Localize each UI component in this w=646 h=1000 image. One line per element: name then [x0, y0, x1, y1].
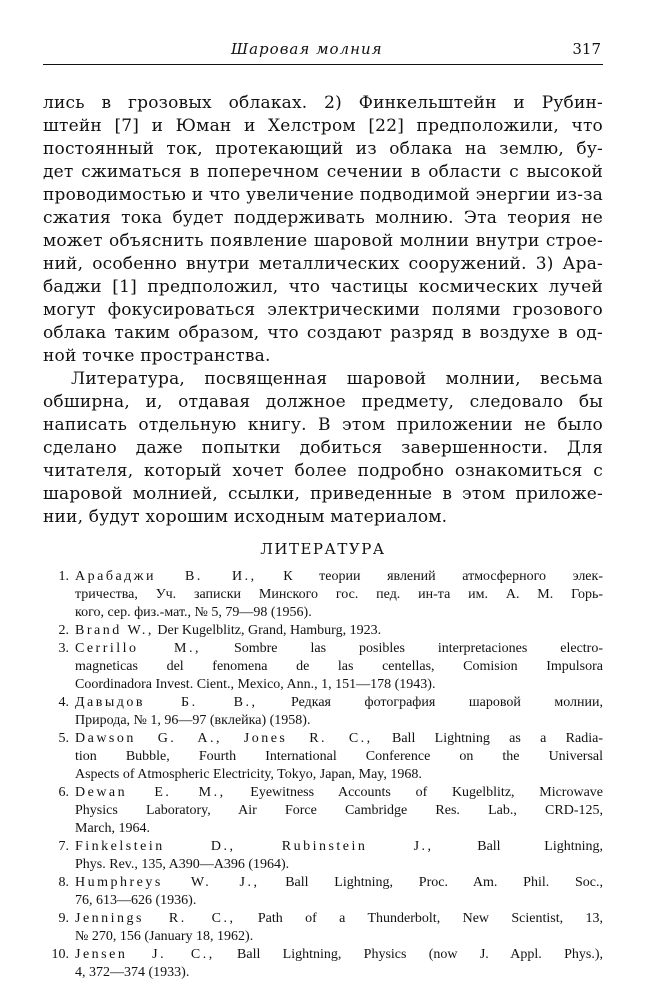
page-header: [43, 36, 603, 68]
reference-line: 4, 372—374 (1933).: [75, 965, 190, 980]
reference-line: кого, сер. физ.-мат., № 5, 79—98 (1956).: [75, 605, 312, 620]
reference-number: 9.: [58, 911, 69, 926]
reference-author: Давыдов Б. В.,: [75, 695, 258, 710]
text-line: ний, особенно внутри металлических сооружений. 3) Ара-: [43, 254, 603, 274]
reference-item: [43, 694, 603, 730]
body-text: [43, 92, 603, 529]
text-line: шаровой молнией, ссылки, приведенные в этом приложе-: [43, 484, 603, 504]
text-line: может объяснить появление шаровой молнии внутри строе-: [43, 231, 603, 251]
reference-line: тричества, Уч. записки Минского гос. пед. ин-та им. А. М. Горь-: [75, 587, 603, 602]
text-line: сжатия тока будет поддерживать молнию. Эта теория не: [43, 208, 603, 228]
reference-author: Finkelstein D., Rubinstein J.,: [75, 839, 434, 854]
running-title: Шаровая молния: [231, 40, 383, 58]
text-line: ной точке пространства.: [43, 346, 271, 366]
reference-item: [43, 946, 603, 982]
reference-number: 8.: [58, 875, 69, 890]
reference-line: tion Bubble, Fourth International Conference on the Universal: [75, 749, 603, 764]
text-line: штейн [7] и Юман и Хелстром [22] предположили, что: [43, 116, 603, 136]
reference-number: 1.: [58, 569, 69, 584]
text-line: нии, будут хорошим исходным материалом.: [43, 507, 448, 527]
reference-author: Brand W.,: [75, 623, 154, 638]
reference-line: Jennings R. C., Path of a Thunderbolt, New Scientist, 13,: [75, 911, 604, 926]
reference-line: magneticas del fenomena de las centellas, Comision Impulsora: [75, 659, 603, 674]
reference-item: [43, 838, 603, 874]
reference-author: Humphreys W. J.,: [75, 875, 260, 890]
reference-line: Aspects of Atmospheric Electricity, Tokyo, Japan, May, 1968.: [75, 767, 422, 782]
reference-line: Природа, № 1, 96—97 (вклейка) (1958).: [75, 713, 311, 728]
text-line: сделано даже попытки добиться завершенности. Для: [43, 438, 603, 458]
reference-number: 5.: [58, 731, 69, 746]
reference-line: Dewan E. M., Eyewitness Accounts of Kugelblitz, Microwave: [75, 785, 603, 800]
reference-line: 76, 613—626 (1936).: [75, 893, 197, 908]
text-line: постоянный ток, протекающий из облака на землю, бу-: [43, 139, 603, 159]
reference-number: 3.: [58, 641, 69, 656]
reference-line: Coordinadora Invest. Cient., Mexico, Ann., 1, 151—178 (1943).: [75, 677, 436, 692]
reference-author: Jennings R. C.,: [75, 911, 236, 926]
reference-line: Jensen J. C., Ball Lightning, Physics (now J. Appl. Phys.),: [75, 947, 603, 962]
reference-item: [43, 910, 603, 946]
text-line: Литература, посвященная шаровой молнии, весьма: [71, 369, 603, 389]
text-line: облака таким образом, что создают разряд в воздухе в од-: [43, 323, 603, 343]
reference-author: Dewan E. M.,: [75, 785, 226, 800]
reference-item: [43, 874, 603, 910]
reference-author: Jensen J. C.,: [75, 947, 215, 962]
reference-number: 10.: [51, 947, 69, 962]
reference-item: [43, 568, 603, 622]
text-line: дет сжиматься в поперечном сечении в области с высокой: [43, 162, 603, 182]
reference-item: [43, 622, 603, 640]
reference-number: 7.: [58, 839, 69, 854]
reference-line: Humphreys W. J., Ball Lightning, Proc. Am. Phil. Soc.,: [75, 875, 603, 890]
reference-author: Арабаджи В. И.,: [75, 569, 257, 584]
paragraph-1: [43, 92, 603, 368]
reference-number: 2.: [58, 623, 69, 638]
reference-line: Арабаджи В. И., К теории явлений атмосферного элек-: [75, 569, 603, 584]
reference-item: [43, 730, 603, 784]
page-number: 317: [572, 40, 601, 58]
reference-number: 4.: [58, 695, 69, 710]
reference-line: Cerrillo M., Sombre las posibles interpretaciones electro-: [75, 641, 604, 656]
reference-item: [43, 640, 603, 694]
reference-number: 6.: [58, 785, 69, 800]
reference-item: [43, 784, 603, 838]
text-line: баджи [1] предположил, что частицы космических лучей: [43, 277, 603, 297]
text-line: могут фокусироваться электрическими полями грозового: [43, 300, 603, 320]
text-line: написать отдельную книгу. В этом приложении не было: [43, 415, 603, 435]
reference-line: March, 1964.: [75, 821, 151, 836]
header-rule: [43, 64, 603, 65]
reference-line: Brand W., Der Kugelblitz, Grand, Hamburg, 1923.: [75, 623, 382, 638]
text-line: обширна, и, отдавая должное предмету, следовало бы: [43, 392, 603, 412]
reference-line: Давыдов Б. В., Редкая фотография шаровой молнии,: [75, 695, 603, 710]
reference-author: Dawson G. A., Jones R. C.,: [75, 731, 373, 746]
text-line: проводимостью и что увеличение подводимой энергии из-за: [43, 185, 603, 205]
reference-author: Cerrillo M.,: [75, 641, 201, 656]
references-list: [43, 568, 603, 982]
text-line: читателя, который хочет более подробно ознакомиться с: [43, 461, 603, 481]
reference-line: Dawson G. A., Jones R. C., Ball Lightning as a Radia-: [75, 731, 603, 746]
reference-line: № 270, 156 (January 18, 1962).: [75, 929, 254, 944]
reference-line: Finkelstein D., Rubinstein J., Ball Lightning,: [75, 839, 603, 854]
text-line: лись в грозовых облаках. 2) Финкельштейн и Рубин-: [43, 93, 603, 113]
reference-line: Phys. Rev., 135, A390—A396 (1964).: [75, 857, 290, 872]
reference-line: Physics Laboratory, Air Force Cambridge Res. Lab., CRD-125,: [75, 803, 603, 818]
paragraph-2: [43, 368, 603, 529]
references-heading: ЛИТЕРАТУРА: [260, 540, 386, 558]
